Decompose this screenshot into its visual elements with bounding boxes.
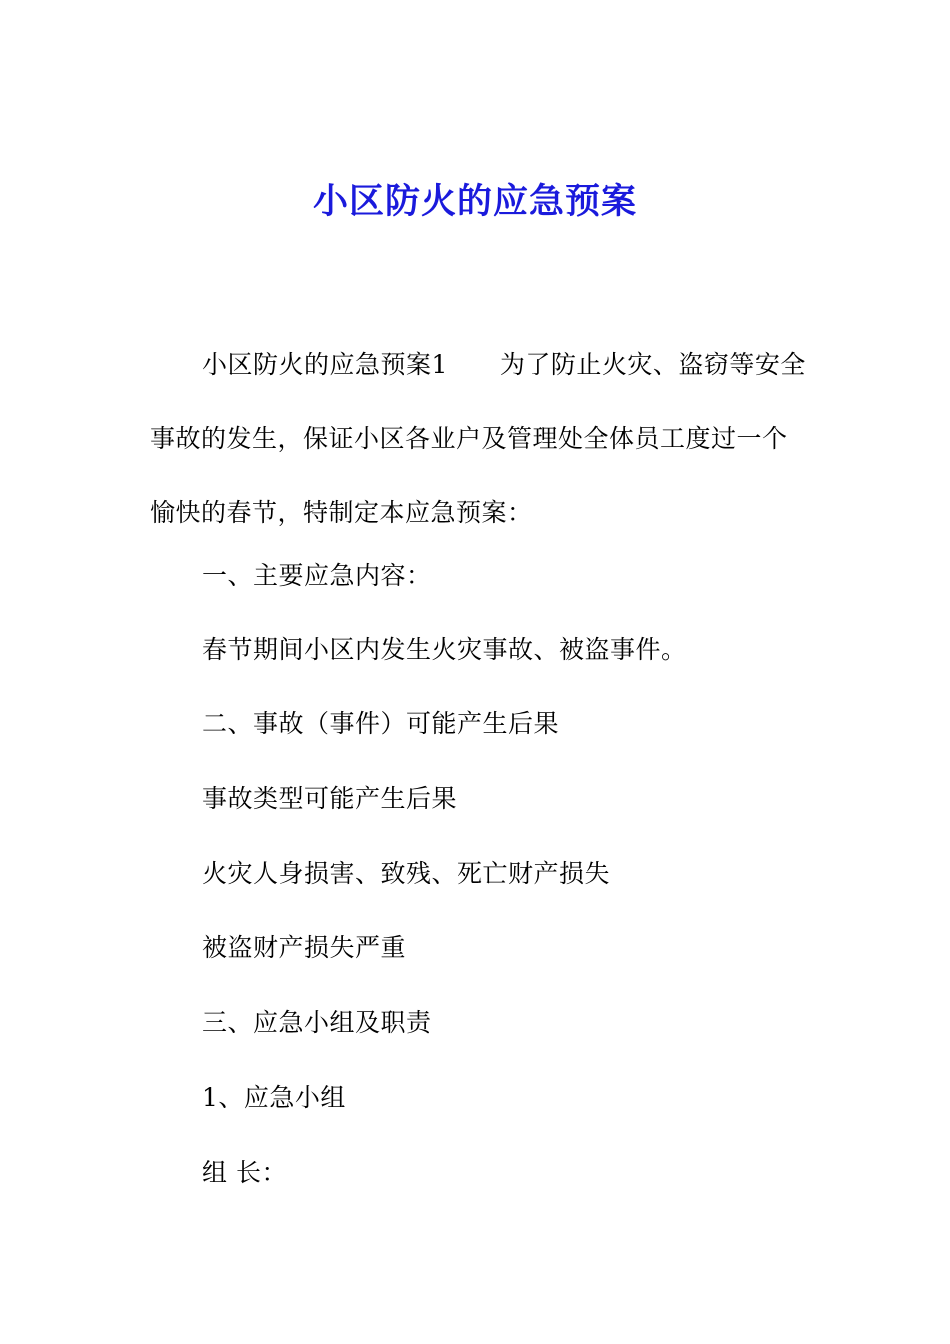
paragraph-line: 被盗财产损失严重 (202, 933, 407, 962)
paragraph-line: 组 长： (202, 1158, 287, 1187)
paragraph-line: 事故类型可能产生后果 (202, 784, 458, 813)
intro-heading: 小区防火的应急预案1 (202, 350, 448, 379)
intro-paragraph (150, 328, 810, 550)
subsection-heading: 1、应急小组 (202, 1083, 346, 1112)
section-heading-1: 一、主要应急内容： (202, 561, 432, 590)
document-title: 小区防火的应急预案 (312, 181, 637, 222)
paragraph-line: 春节期间小区内发生火灾事故、被盗事件。 (202, 635, 687, 664)
intro-text: 为了防止火灾、盗窃等安全事故的发生，保证小区各业户及管理处全体员工度过一个愉快的春节，特制定本应急预案： (150, 350, 806, 527)
paragraph-line: 火灾人身损害、致残、死亡财产损失 (202, 859, 611, 888)
section-heading-3: 三、应急小组及职责 (202, 1008, 432, 1037)
section-heading-2: 二、事故（事件）可能产生后果 (202, 709, 560, 738)
